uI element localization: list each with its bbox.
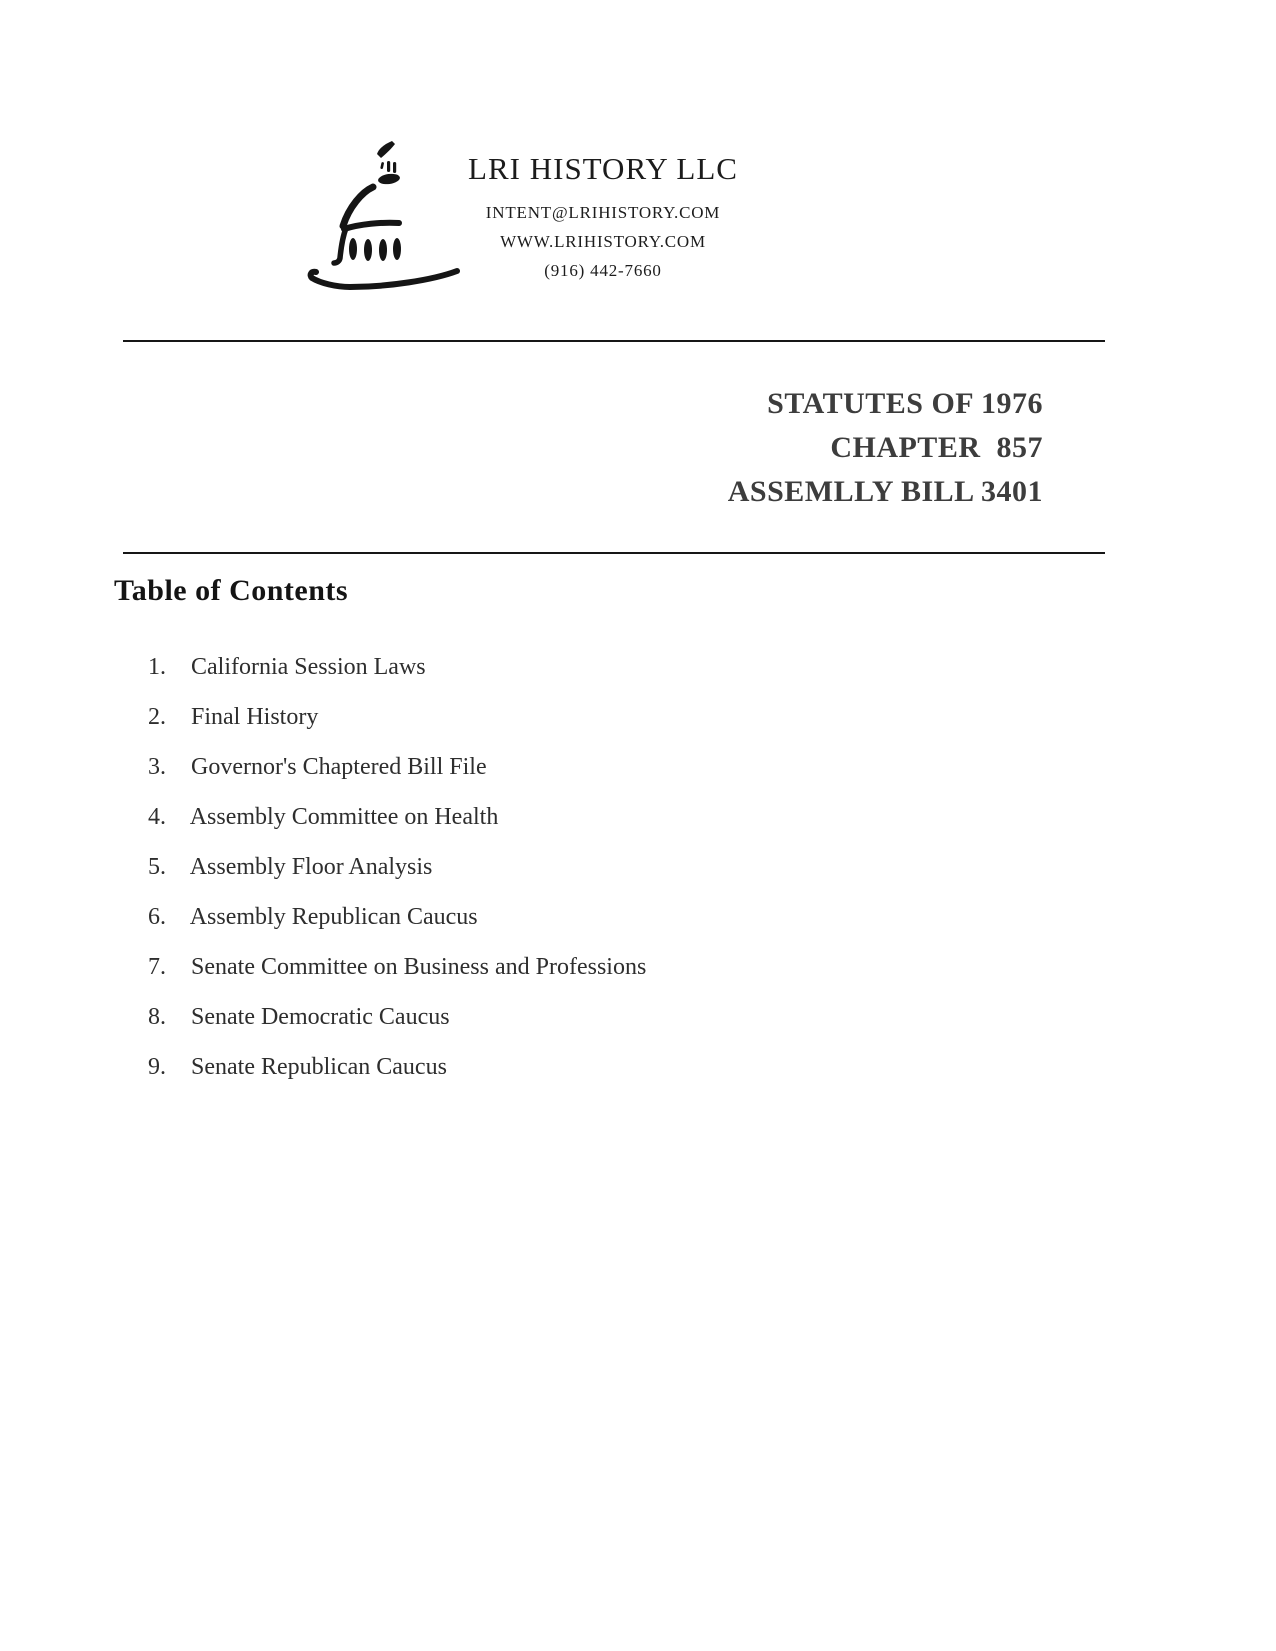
company-email: INTENT@LRIHISTORY.COM xyxy=(485,203,721,222)
toc-list xyxy=(148,652,646,1102)
toc-heading: Table of Contents xyxy=(114,574,349,607)
letterhead xyxy=(452,150,754,285)
toc-item-label: California Session Laws xyxy=(191,654,426,680)
toc-item-number: 6. xyxy=(148,904,166,930)
toc-item xyxy=(148,802,646,832)
toc-item-label: Senate Democratic Caucus xyxy=(191,1004,450,1030)
document-title-block xyxy=(728,382,1043,514)
toc-item-label: Assembly Committee on Health xyxy=(189,804,499,830)
toc-item-label: Senate Committee on Business and Professions xyxy=(191,954,647,980)
toc-item-label: Governor's Chaptered Bill File xyxy=(191,754,487,780)
toc-item xyxy=(148,652,646,682)
toc-item-number: 3. xyxy=(148,754,166,780)
company-name: LRI HISTORY LLC xyxy=(468,151,738,186)
capitol-dome-logo xyxy=(298,132,463,297)
divider-top xyxy=(123,340,1105,342)
company-phone: (916) 442-7660 xyxy=(544,261,662,280)
toc-item-number: 5. xyxy=(148,854,166,880)
toc-item-label: Assembly Republican Caucus xyxy=(189,904,478,930)
divider-bottom xyxy=(123,552,1105,554)
toc-item xyxy=(148,1052,646,1082)
toc-item xyxy=(148,1002,646,1032)
toc-item-number: 8. xyxy=(148,1004,166,1030)
toc-item xyxy=(148,902,646,932)
toc-item-number: 1. xyxy=(148,654,166,680)
chapter-line: CHAPTER 857 xyxy=(830,431,1043,464)
toc-item-number: 9. xyxy=(148,1054,166,1080)
toc-item xyxy=(148,752,646,782)
toc-item xyxy=(148,952,646,982)
toc-item xyxy=(148,852,646,882)
toc-item-number: 4. xyxy=(148,804,166,830)
toc-item-label: Senate Republican Caucus xyxy=(191,1054,447,1080)
toc-item-label: Final History xyxy=(191,704,319,730)
toc-item-number: 7. xyxy=(148,954,166,980)
toc-item-number: 2. xyxy=(148,704,166,730)
statutes-line: STATUTES OF 1976 xyxy=(767,387,1043,420)
toc-item xyxy=(148,702,646,732)
bill-line: ASSEMLLY BILL 3401 xyxy=(727,475,1043,508)
company-website: WWW.LRIHISTORY.COM xyxy=(500,232,706,251)
toc-item-label: Assembly Floor Analysis xyxy=(189,854,433,880)
